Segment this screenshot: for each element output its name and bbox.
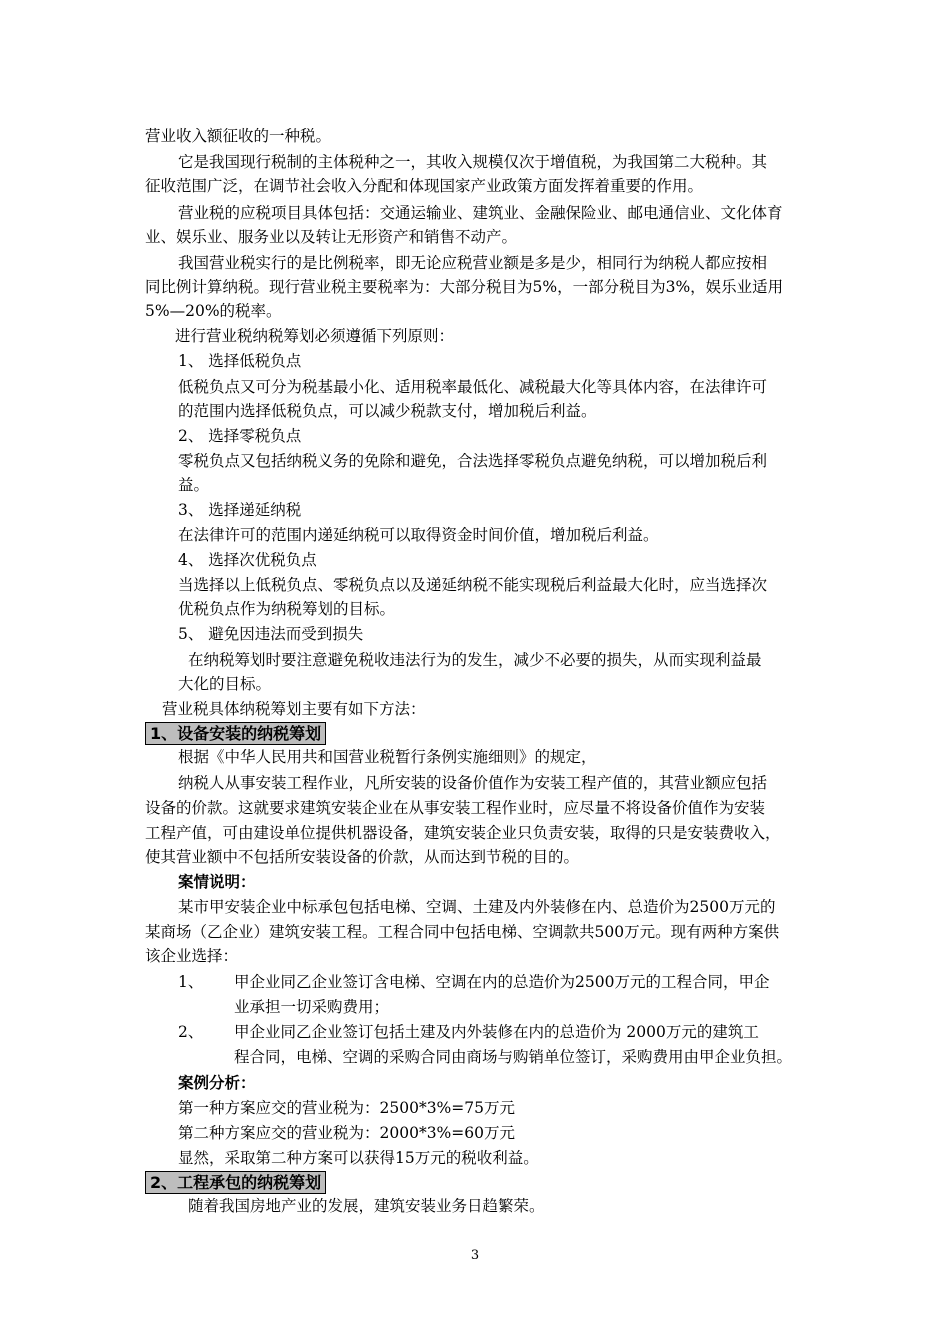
paragraph-line: 纳税人从事安装工程作业，凡所安装的设备价值作为安装工程产值的，其营业额应包括 <box>178 774 768 792</box>
list-number: 1、 <box>178 973 204 991</box>
paragraph-line: 我国营业税实行的是比例税率，即无论应税营业额是多是少，相同行为纳税人都应按相 <box>178 254 768 272</box>
principle-title: 1、 选择低税负点 <box>178 352 302 370</box>
list-item-line: 程合同，电梯、空调的采购合同由商场与购销单位签订，采购费用由甲企业负担。 <box>234 1048 793 1066</box>
paragraph-line: 5%—20%的税率。 <box>145 302 282 320</box>
list-item-line: 甲企业同乙企业签订含电梯、空调在内的总造价为2500万元的工程合同，甲企 <box>234 973 770 991</box>
paragraph-line: 在纳税筹划时要注意避免税收违法行为的发生，减少不必要的损失，从而实现利益最 <box>188 651 762 669</box>
paragraph-line: 工程产值，可由建设单位提供机器设备，建筑安装企业只负责安装，取得的只是安装费收入， <box>145 824 781 842</box>
paragraph-line: 随着我国房地产业的发展，建筑安装业务日趋繁荣。 <box>188 1197 545 1215</box>
case-description-label: 案情说明： <box>178 872 256 891</box>
list-item-line: 业承担一切采购费用； <box>234 998 390 1016</box>
case-analysis-label: 案例分析： <box>178 1073 256 1092</box>
paragraph-line: 益。 <box>178 476 210 494</box>
paragraph-line: 的范围内选择低税负点，可以减少税款支付，增加税后利益。 <box>178 402 597 420</box>
paragraph-line: 零税负点又包括纳税义务的免除和避免，合法选择零税负点避免纳税，可以增加税后利 <box>178 452 768 470</box>
paragraph-line: 第一种方案应交的营业税为：2500*3%=75万元 <box>178 1099 515 1117</box>
principle-title: 5、 避免因违法而受到损失 <box>178 625 364 643</box>
paragraph-line: 该企业选择： <box>145 947 239 965</box>
principle-title: 3、 选择递延纳税 <box>178 501 302 519</box>
paragraph-line: 营业税的应税项目具体包括：交通运输业、建筑业、金融保险业、邮电通信业、文化体育 <box>178 204 783 222</box>
paragraph-line: 显然，采取第二种方案可以获得15万元的税收利益。 <box>178 1149 539 1167</box>
paragraph-line: 低税负点又可分为税基最小化、适用税率最低化、减税最大化等具体内容，在法律许可 <box>178 378 768 396</box>
page-number: 3 <box>470 1248 480 1263</box>
section-heading-1: 1、设备安装的纳税筹划 <box>145 722 326 745</box>
paragraph-line: 在法律许可的范围内递延纳税可以取得资金时间价值，增加税后利益。 <box>178 526 659 544</box>
list-item-line: 甲企业同乙企业签订包括土建及内外装修在内的总造价为 2000万元的建筑工 <box>234 1023 759 1041</box>
paragraph-line: 当选择以上低税负点、零税负点以及递延纳税不能实现税后利益最大化时，应当选择次 <box>178 576 768 594</box>
paragraph-line: 征收范围广泛，在调节社会收入分配和体现国家产业政策方面发挥着重要的作用。 <box>145 177 704 195</box>
list-number: 2、 <box>178 1023 204 1041</box>
paragraph-line: 同比例计算纳税。现行营业税主要税率为：大部分税目为5%，一部分税目为3%，娱乐业适用 <box>145 278 784 296</box>
paragraph-line: 营业收入额征收的一种税。 <box>145 127 332 145</box>
paragraph-line: 业、娱乐业、服务业以及转让无形资产和销售不动产。 <box>145 228 518 246</box>
principle-title: 4、 选择次优税负点 <box>178 551 317 569</box>
paragraph-line: 设备的价款。这就要求建筑安装企业在从事安装工程作业时，应尽量不将设备价值作为安装 <box>145 799 766 817</box>
principle-title: 2、 选择零税负点 <box>178 427 302 445</box>
paragraph-line: 进行营业税纳税筹划必须遵循下列原则： <box>175 327 455 345</box>
paragraph-line: 根据《中华人民用共和国营业税暂行条例实施细则》的规定， <box>178 748 597 766</box>
paragraph-line: 某市甲安装企业中标承包包括电梯、空调、土建及内外装修在内、总造价为2500万元的 <box>178 898 776 916</box>
paragraph-line: 使其营业额中不包括所安装设备的价款，从而达到节税的目的。 <box>145 848 580 866</box>
paragraph-line: 大化的目标。 <box>178 675 272 693</box>
paragraph-line: 第二种方案应交的营业税为：2000*3%=60万元 <box>178 1124 515 1142</box>
paragraph-line: 营业税具体纳税筹划主要有如下方法： <box>162 700 426 718</box>
section-heading-2: 2、工程承包的纳税筹划 <box>145 1171 326 1194</box>
paragraph-line: 它是我国现行税制的主体税种之一，其收入规模仅次于增值税，为我国第二大税种。其 <box>178 153 768 171</box>
paragraph-line: 优税负点作为纳税筹划的目标。 <box>178 600 396 618</box>
paragraph-line: 某商场（乙企业）建筑安装工程。工程合同中包括电梯、空调款共500万元。现有两种方案供 <box>145 923 780 941</box>
